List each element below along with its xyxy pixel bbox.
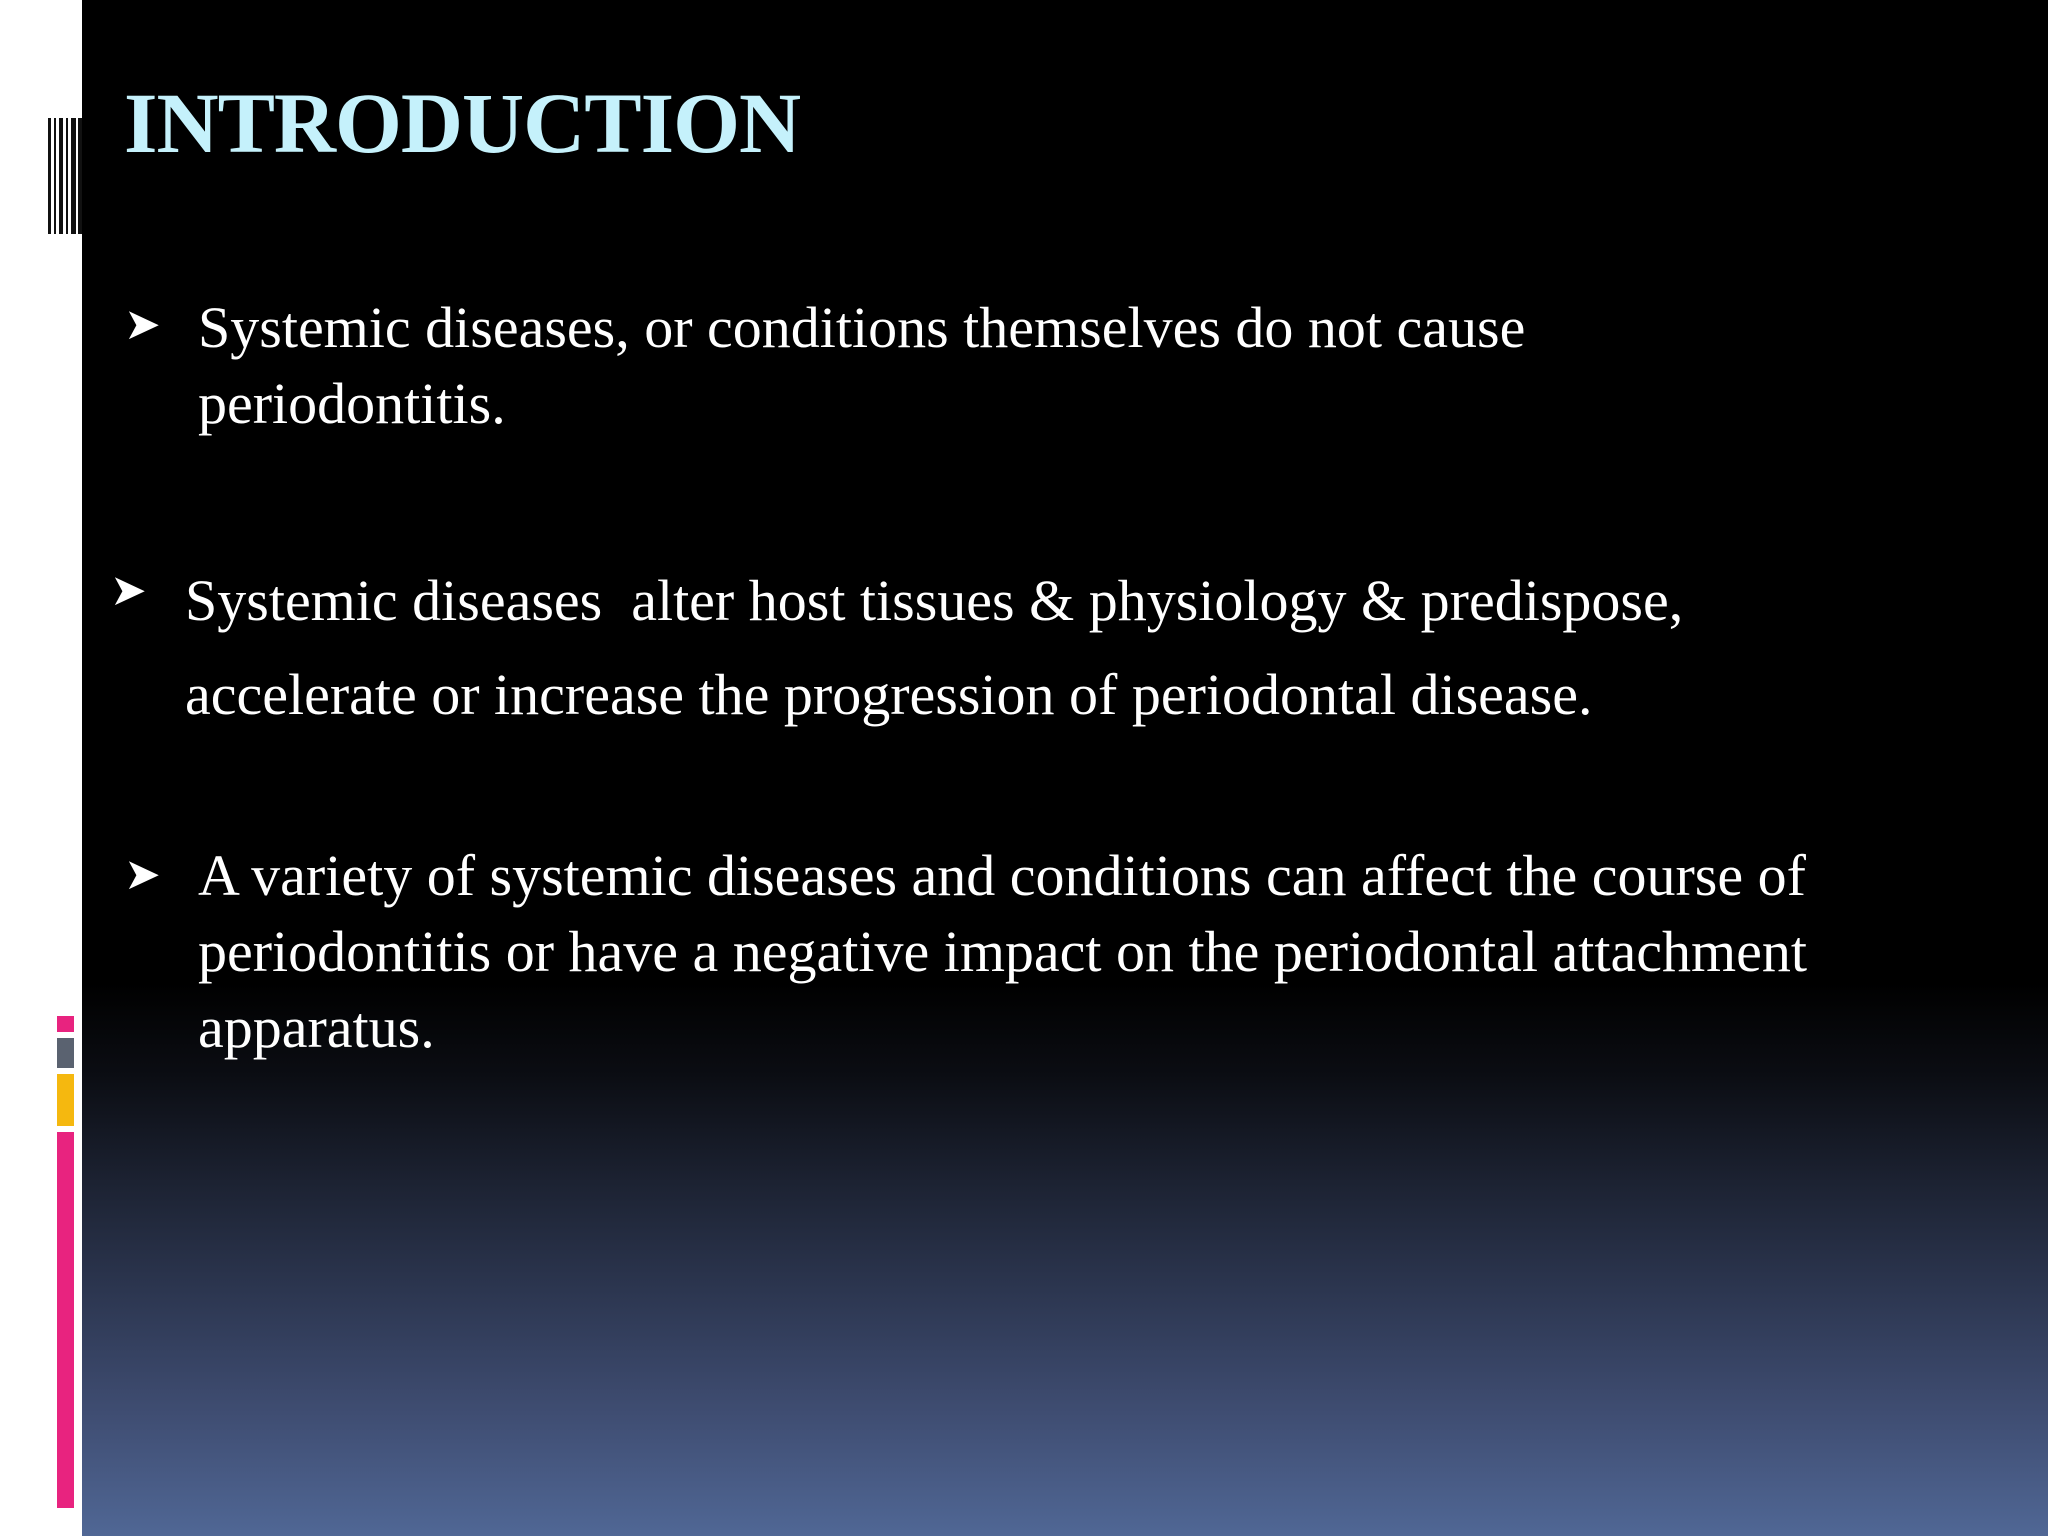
right-arrowhead-icon: ➤	[124, 849, 161, 900]
right-arrowhead-icon: ➤	[110, 565, 147, 616]
content-panel	[82, 0, 2048, 1536]
right-arrowhead-icon: ➤	[124, 299, 161, 350]
slide-title: INTRODUCTION	[124, 75, 801, 171]
bullet-3-line-3: apparatus.	[198, 995, 435, 1060]
bullet-2-line-2: accelerate or increase the progression of periodontal disease.	[185, 662, 1593, 727]
bullet-text-2	[185, 554, 1683, 742]
accent-bar-pink	[57, 1132, 74, 1508]
side-strip	[0, 0, 82, 1536]
bullet-text-1	[198, 290, 1525, 442]
barcode-decoration	[48, 118, 82, 234]
accent-bar-yellow	[57, 1074, 74, 1126]
accent-bar-pink-top	[57, 1016, 74, 1032]
bullet-3-line-1: A variety of systemic diseases and conditions can affect the course of	[198, 843, 1806, 908]
bullet-1-line-1: Systemic diseases, or conditions themselves do not cause	[198, 295, 1526, 360]
bullet-3-line-2: periodontitis or have a negative impact on the periodontal attachment	[198, 919, 1807, 984]
accent-bar-gray	[57, 1038, 74, 1068]
bullet-1-line-2: periodontitis.	[198, 371, 506, 436]
bullet-text-3	[198, 838, 1807, 1066]
bullet-2-line-1: Systemic diseases alter host tissues & physiology & predispose,	[185, 568, 1684, 633]
